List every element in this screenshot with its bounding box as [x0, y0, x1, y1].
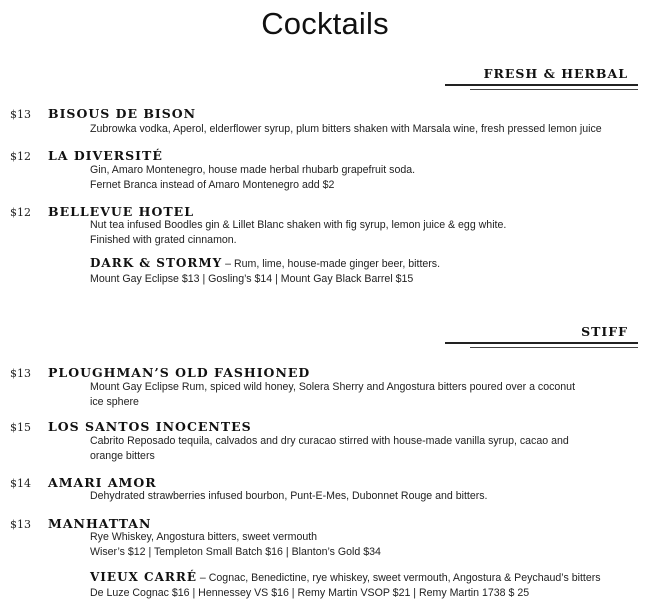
section-rule: [445, 342, 638, 344]
item-description: [90, 489, 635, 504]
item-description-line: Wiser’s $12 | Templeton Small Batch $16 | Blanton’s Gold $34: [90, 545, 381, 558]
section-rule-thin: [470, 347, 638, 348]
section-heading-stiff: STIFF: [581, 324, 628, 339]
extra-item-prices: De Luze Cognac $16 | Hennessey VS $16 | Remy Martin VSOP $21 | Remy Martin 1738 $ 25: [90, 586, 530, 599]
item-name: LOS SANTOS INOCENTES: [48, 419, 252, 434]
item-price: $13: [10, 108, 31, 121]
extra-item-text: – Cognac, Benedictine, rye whiskey, sweet vermouth, Angostura & Peychaud’s bitters: [196, 572, 601, 584]
item-description-line: Zubrowka vodka, Aperol, elderflower syrup, plum bitters shaken with Marsala wine, fresh pressed lemon juice: [90, 123, 602, 135]
item-price: $15: [10, 421, 31, 434]
section-heading-fresh-herbal: FRESH & HERBAL: [483, 66, 628, 81]
item-description: [90, 530, 635, 559]
item-name: PLOUGHMAN’S OLD FASHIONED: [48, 365, 311, 380]
item-price: $12: [10, 150, 31, 163]
item-description-line: Mount Gay Eclipse Rum, spiced wild honey, Solera Sherry and Angostura bitters poured over a coconut: [90, 381, 576, 393]
extra-item: [90, 256, 635, 286]
item-description: [90, 122, 635, 137]
item-name: AMARI AMOR: [48, 475, 157, 490]
item-name: MANHATTAN: [48, 516, 152, 531]
section-rule: [445, 84, 638, 86]
extra-item-line: [90, 570, 635, 586]
item-name: BISOUS DE BISON: [48, 106, 197, 121]
extra-item-name: DARK & STORMY: [90, 256, 223, 270]
item-description-line: Rye Whiskey, Angostura bitters, sweet vermouth: [90, 531, 318, 543]
extra-item-prices: Mount Gay Eclipse $13 | Gosling’s $14 | Mount Gay Black Barrel $15: [90, 272, 414, 285]
item-description: [90, 380, 635, 409]
item-description-line: Gin, Amaro Montenegro, house made herbal rhubarb grapefruit soda.: [90, 164, 416, 176]
item-description-line: ice sphere: [90, 395, 139, 408]
item-description-line: Cabrito Reposado tequila, calvados and dry curacao stirred with house-made vanilla syrup, cacao and: [90, 435, 569, 447]
item-description-line: Finished with grated cinnamon.: [90, 233, 237, 246]
item-description: [90, 218, 635, 247]
item-price: $13: [10, 518, 31, 531]
extra-item-line: [90, 256, 635, 272]
extra-item: [90, 570, 635, 600]
item-description: [90, 163, 635, 192]
item-description-line: Dehydrated strawberries infused bourbon, Punt-E-Mes, Dubonnet Rouge and bitters.: [90, 490, 488, 502]
extra-item-text: – Rum, lime, house-made ginger beer, bitters.: [222, 258, 441, 270]
item-price: $13: [10, 367, 31, 380]
item-name: LA DIVERSITÉ: [48, 148, 163, 163]
item-description: [90, 434, 635, 463]
item-description-line: Nut tea infused Boodles gin & Lillet Blanc shaken with fig syrup, lemon juice & egg white.: [90, 219, 507, 231]
item-price: $12: [10, 206, 31, 219]
item-name: BELLEVUE HOTEL: [48, 204, 194, 219]
page-title: Cocktails: [261, 6, 389, 41]
item-price: $14: [10, 477, 31, 490]
item-description-line: Fernet Branca instead of Amaro Montenegro add $2: [90, 178, 335, 191]
section-rule-thin: [470, 89, 638, 90]
item-description-line: orange bitters: [90, 449, 155, 462]
extra-item-name: VIEUX CARRÉ: [90, 570, 197, 584]
